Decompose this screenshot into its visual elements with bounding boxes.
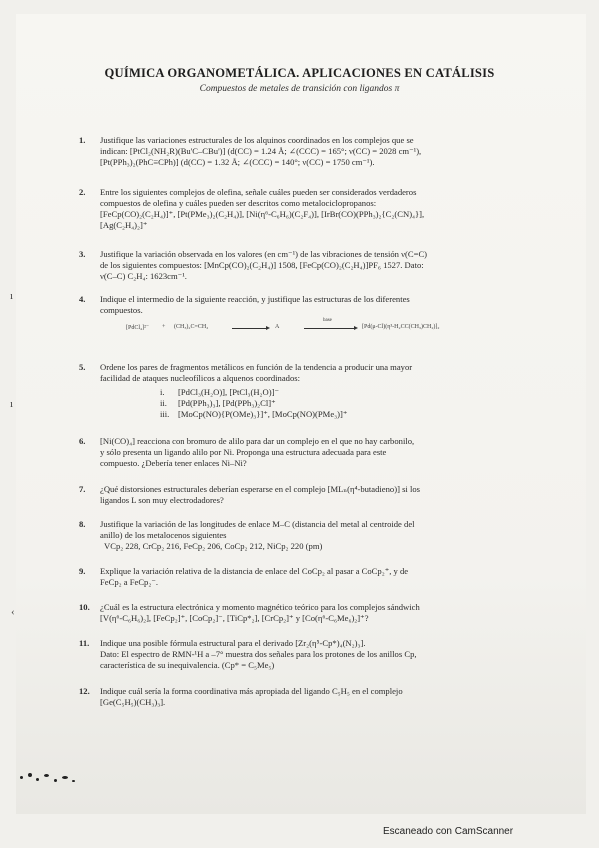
question-text: ¿Qué distorsiones estructurales deberían esperarse en el complejo [MLₙ(η⁴-butadieno)] si los: [100, 484, 420, 494]
question-text: FeCp₂ a FeCp₂⁻.: [100, 577, 159, 587]
question-text: Indique cuál sería la forma coordinativa más apropiada del ligando C₅H₅ en el complejo: [100, 686, 403, 696]
question-text: Indique el intermedio de la siguiente reacción, y justifique las estructuras de los diferentes: [100, 294, 410, 304]
question-number: 2.: [79, 187, 86, 197]
reaction-arrow-1: [232, 328, 268, 329]
question-text: compuesto. ¿Debería tener enlaces Ni–Ni?: [100, 458, 247, 468]
scan-mark: ı: [10, 398, 14, 410]
question-text: [Ag(C₂H₄)₂]⁺: [100, 220, 148, 230]
reaction-arrow-2: [304, 328, 356, 329]
camscanner-watermark: Escaneado con CamScanner: [383, 826, 514, 837]
list-item: ii. [Pd(PPh₃)₃], [Pd(PPh₃)₂Cl]⁺: [160, 398, 276, 408]
question-text: Justifique la variación observada en los valores (en cm⁻¹) de las vibraciones de tensión ν(C=C): [100, 249, 428, 259]
q5-pairs-list: [160, 387, 347, 420]
question-text: anillo) de los metalocenos siguientes: [100, 530, 227, 540]
scan-smudge: [20, 770, 80, 790]
question-text: Justifique la variación de las longitudes de enlace M–C (distancia del metal al centroide del: [100, 519, 415, 529]
question-text: facilidad de ataques nucleofílicos a alquenos coordinados:: [100, 373, 300, 383]
question-text: ν(C–C) C₂H₄: 1623cm⁻¹.: [100, 271, 187, 281]
question-text: Dato: El espectro de RMN-¹H a –7° muestra dos señales para los protones de los anillos Cp,: [100, 649, 417, 659]
scheme-reagent: (CH₃)₂C=CH₂: [174, 324, 209, 330]
question-number: 12.: [79, 686, 90, 696]
reaction-scheme: [86, 318, 516, 334]
question-text: Entre los siguientes complejos de olefina, señale cuáles pueden ser considerados verdaderos: [100, 187, 417, 197]
question-text: compuestos.: [100, 305, 143, 315]
scheme-intermediate: A: [275, 324, 280, 330]
question-number: 10.: [79, 602, 90, 612]
question-text: ¿Cuál es la estructura electrónica y momento magnético teórico para los complejos sándwich: [100, 602, 420, 612]
question-text: Explique la variación relativa de la distancia de enlace del CoCp₂ al pasar a CoCp₂⁺, y de: [100, 566, 409, 576]
question-text: Ordene los pares de fragmentos metálicos en función de la tendencia a producir una mayor: [100, 362, 413, 372]
question-number: 1.: [79, 135, 86, 145]
question-number: 11.: [79, 638, 90, 648]
page-subtitle: Compuestos de metales de transición con ligandos π: [199, 84, 400, 94]
question-number: 9.: [79, 566, 86, 576]
scheme-product: [Pd(μ-Cl)(η³-H₂CC(CH₃)CH₂)]₂: [362, 324, 440, 330]
question-number: 8.: [79, 519, 86, 529]
question-text: ligandos L son muy electrodadores?: [100, 495, 224, 505]
scan-mark: ‹: [11, 606, 15, 618]
question-text: VCp₂ 228, CrCp₂ 216, FeCp₂ 206, CoCp₂ 212, NiCp₂ 220 (pm): [104, 541, 323, 551]
question-text: compuestos de olefina y cuáles pueden ser descritos como metalociclopropanos:: [100, 198, 377, 208]
question-text: indican: [PtCl₂(NH₂R)(Bu'C–CBu')] (d(CC) = 1.24 Å; ∠(CCC) = 165°; ν(CC) = 2028 cm⁻¹),: [100, 146, 422, 156]
scheme-reactant: [PdCl₄]²⁻: [126, 325, 150, 331]
list-item: i. [PdCl₃(H₂O)], [PtCl₃(H₂O)]⁻: [160, 387, 280, 397]
question-text: [V(η⁶-C₆H₆)₂], [FeCp₂]⁺, [CoCp₂]⁻, [TiCp*₂], [CrCp₂]⁺ y [Co(η⁶-C₆Me₆)₂]⁺?: [100, 613, 369, 623]
question-text: [FeCp(CO)₂(C₂H₄)]⁺, [Pt(PMe₃)₂(C₂H₄)], [Ni(η⁶-C₆H₆)(C₂F₄)], [IrBr(CO)(PPh₃)₂{C₂(CN)₄}],: [100, 209, 425, 219]
question-text: Indique una posible fórmula estructural para el derivado [Zr₂(η⁵-Cp*)₄(N₂)₃].: [100, 638, 366, 648]
question-text: característica de su inequivalencia. (Cp* = C₅Me₅): [100, 660, 275, 670]
question-text: [Pt(PPh₃)₂(PhC≡CPh)] (d(CC) = 1.32 Å; ∠(CCC) = 140°; ν(CC) = 1750 cm⁻¹).: [100, 157, 375, 167]
question-text: y sólo presenta un ligando alilo por Ni. Proponga una estructura adecuada para este: [100, 447, 387, 457]
question-number: 5.: [79, 362, 86, 372]
question-text: Justifique las variaciones estructurales de los alquinos coordinados en los complejos que se: [100, 135, 414, 145]
question-text: [Ni(CO)₄] reacciona con bromuro de alilo para dar un complejo en el que no hay carbonilo,: [100, 436, 415, 446]
scan-mark: ı: [10, 290, 14, 302]
question-number: 6.: [79, 436, 86, 446]
page-title: QUÍMICA ORGANOMETÁLICA. APLICACIONES EN CATÁLISIS: [104, 66, 495, 80]
scheme-condition: base: [323, 318, 332, 323]
scheme-plus: +: [162, 324, 166, 330]
question-number: 3.: [79, 249, 86, 259]
question-number: 4.: [79, 294, 86, 304]
question-text: de los siguientes compuestos: [MnCp(CO)₂(C₂H₄)] 1508, [FeCp(CO)₂(C₂H₄)]PF₆ 1527. Dato:: [100, 260, 424, 270]
question-text: [Ge(C₅H₅)(CH₃)₃].: [100, 697, 166, 707]
question-number: 7.: [79, 484, 86, 494]
list-item: iii. [MoCp(NO){P(OMe)₃}]⁺, [MoCp(NO)(PMe₃)]⁺: [160, 409, 348, 419]
